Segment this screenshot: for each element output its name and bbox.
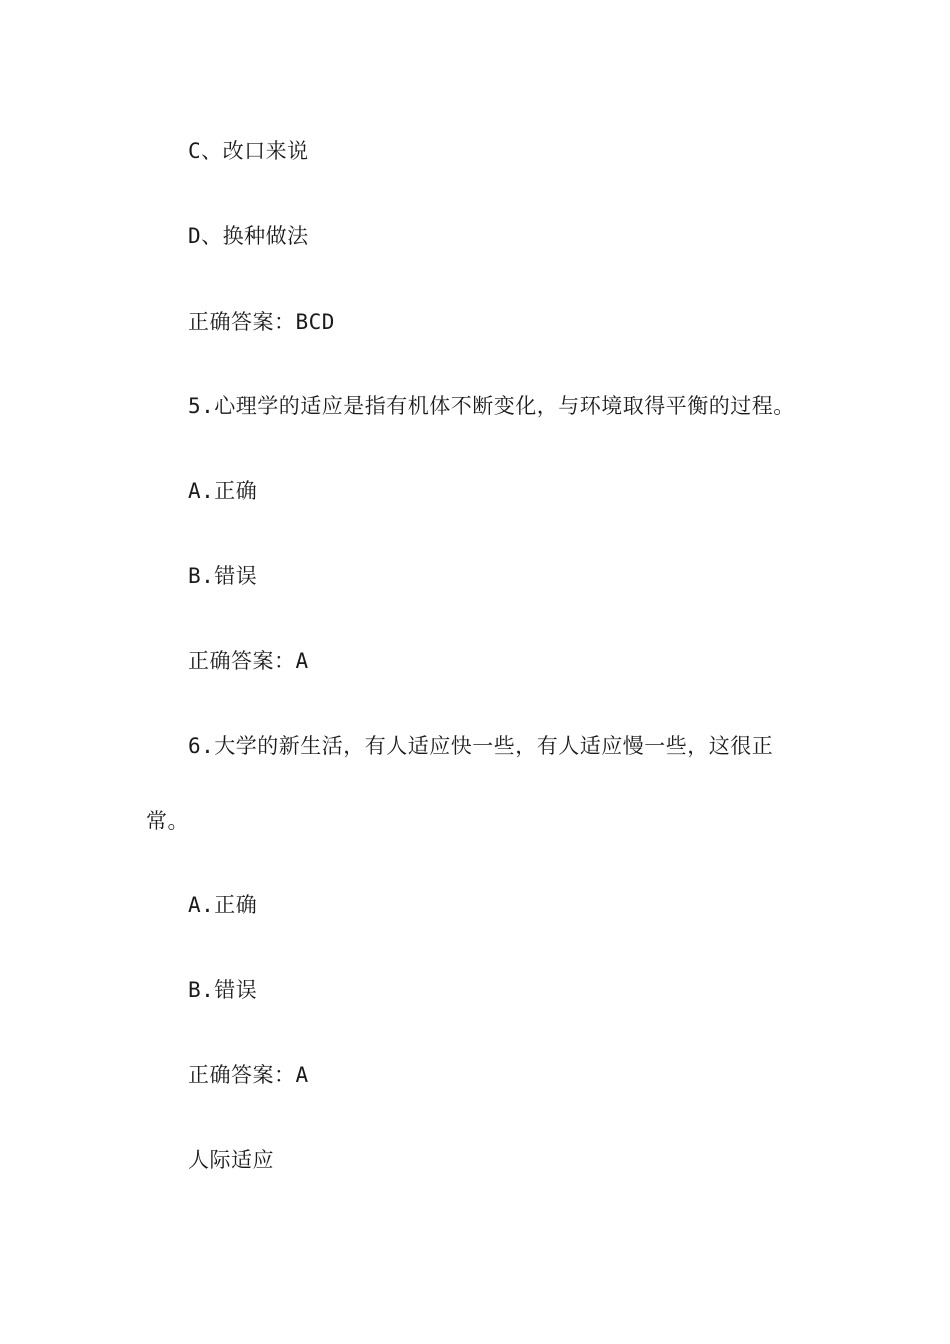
answer-line: 正确答案：A	[188, 649, 309, 673]
option-a-line: A.正确	[188, 479, 258, 503]
question-6-continuation: 常。	[146, 809, 189, 833]
option-c-line: C、改口来说	[188, 139, 309, 163]
question-6-line: 6.大学的新生活，有人适应快一些，有人适应慢一些，这很正	[188, 734, 774, 758]
answer-line: 正确答案：BCD	[188, 310, 335, 334]
section-heading: 人际适应	[188, 1148, 274, 1172]
option-d-line: D、换种做法	[188, 224, 309, 248]
option-b-line: B.错误	[188, 564, 258, 588]
question-5-line: 5.心理学的适应是指有机体不断变化，与环境取得平衡的过程。	[188, 394, 795, 418]
answer-line: 正确答案：A	[188, 1063, 309, 1087]
option-a-line: A.正确	[188, 893, 258, 917]
option-b-line: B.错误	[188, 978, 258, 1002]
